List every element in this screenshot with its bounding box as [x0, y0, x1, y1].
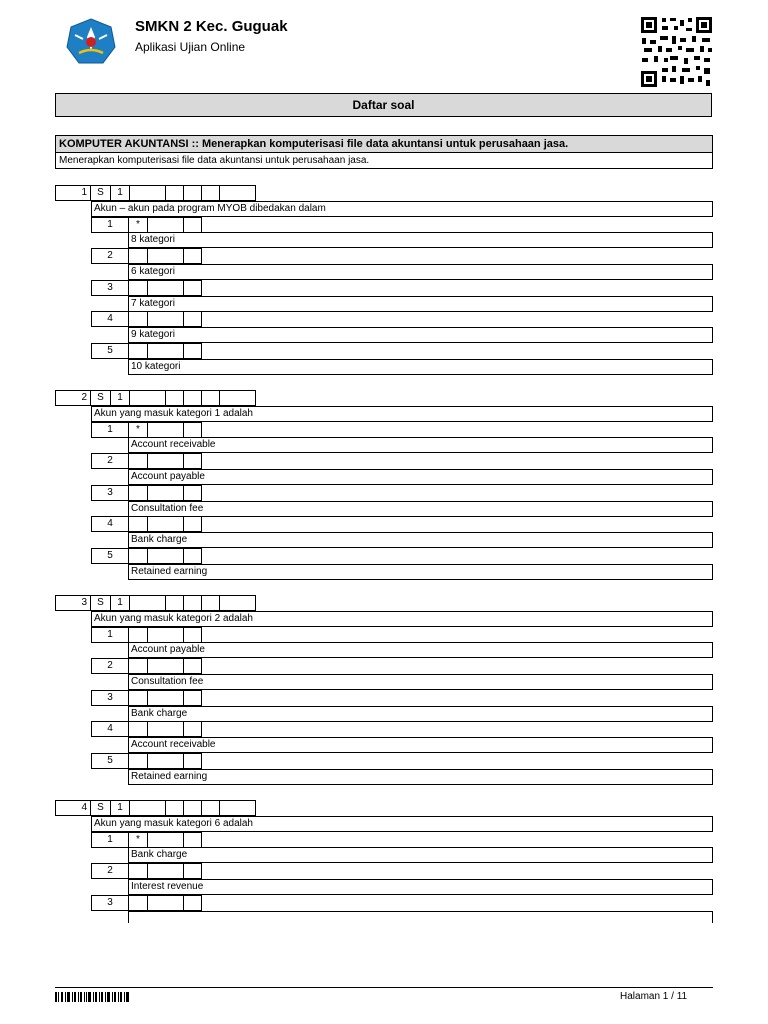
question-empty-cell: [219, 800, 256, 816]
option-empty-cell: [147, 721, 184, 737]
app-name: Aplikasi Ujian Online: [135, 40, 246, 54]
question-empty-cell: [165, 800, 184, 816]
option-empty-cell: [183, 280, 202, 296]
question-score-cell: 1: [110, 595, 130, 611]
option-empty-cell: [147, 627, 184, 643]
option-empty-cell: [183, 548, 202, 564]
subject-heading: KOMPUTER AKUNTANSI :: Menerapkan komputerisasi file data akuntansi untuk perusahaan jasa.: [56, 136, 712, 153]
question-empty-cell: [129, 390, 166, 406]
option-empty-cell: [183, 895, 202, 911]
question-type-cell: S: [90, 595, 111, 611]
question-empty-cell: [201, 390, 220, 406]
option-empty-cell: [183, 627, 202, 643]
question-empty-cell: [219, 595, 256, 611]
option-mark-cell: *: [128, 217, 148, 233]
option-text: 6 kategori: [128, 264, 713, 280]
question-text: Akun yang masuk kategori 2 adalah: [91, 611, 713, 627]
option-number-cell: 4: [91, 311, 129, 327]
question-text: Akun yang masuk kategori 1 adalah: [91, 406, 713, 422]
option-empty-cell: [147, 548, 184, 564]
question-empty-cell: [183, 390, 202, 406]
question-type-cell: S: [90, 800, 111, 816]
option-mark-cell: [128, 516, 148, 532]
question-number-cell: 1: [55, 185, 91, 201]
question-empty-cell: [219, 185, 256, 201]
option-empty-cell: [183, 690, 202, 706]
question-empty-cell: [201, 185, 220, 201]
qr-code-icon: [640, 16, 713, 88]
question-empty-cell: [183, 595, 202, 611]
question-number-cell: 4: [55, 800, 91, 816]
option-text: Bank charge: [128, 847, 713, 863]
page-number: Halaman 1 / 11: [620, 991, 688, 1002]
option-mark-cell: [128, 343, 148, 359]
option-empty-cell: [183, 832, 202, 848]
school-name: SMKN 2 Kec. Guguak: [135, 18, 288, 35]
question-empty-cell: [129, 185, 166, 201]
option-number-cell: 2: [91, 453, 129, 469]
question-text: Akun yang masuk kategori 6 adalah: [91, 816, 713, 832]
subject-description: Menerapkan komputerisasi file data akuntansi untuk perusahaan jasa.: [59, 155, 370, 166]
option-mark-cell: [128, 895, 148, 911]
option-number-cell: 2: [91, 863, 129, 879]
option-empty-cell: [147, 217, 184, 233]
question-score-cell: 1: [110, 390, 130, 406]
question-empty-cell: [165, 390, 184, 406]
option-empty-cell: [183, 658, 202, 674]
option-text: Account receivable: [128, 437, 713, 453]
option-mark-cell: [128, 485, 148, 501]
option-empty-cell: [183, 753, 202, 769]
option-text: Retained earning: [128, 564, 713, 580]
barcode-icon: [55, 992, 130, 1002]
option-number-cell: 1: [91, 422, 129, 438]
option-empty-cell: [183, 217, 202, 233]
question-empty-cell: [201, 800, 220, 816]
option-number-cell: 4: [91, 516, 129, 532]
option-text: Consultation fee: [128, 674, 713, 690]
tut-wuri-handayani-logo: [65, 17, 117, 67]
option-empty-cell: [183, 311, 202, 327]
option-empty-cell: [147, 280, 184, 296]
option-number-cell: 4: [91, 721, 129, 737]
option-mark-cell: [128, 658, 148, 674]
option-mark-cell: [128, 248, 148, 264]
question-number-cell: 2: [55, 390, 91, 406]
option-text: Account receivable: [128, 737, 713, 753]
option-mark-cell: [128, 280, 148, 296]
option-empty-cell: [147, 422, 184, 438]
option-empty-cell: [183, 453, 202, 469]
option-empty-cell: [147, 248, 184, 264]
option-mark-cell: [128, 753, 148, 769]
option-number-cell: 3: [91, 485, 129, 501]
option-empty-cell: [147, 453, 184, 469]
option-text: 9 kategori: [128, 327, 713, 343]
question-empty-cell: [183, 800, 202, 816]
option-number-cell: 1: [91, 217, 129, 233]
option-empty-cell: [147, 311, 184, 327]
option-number-cell: 5: [91, 343, 129, 359]
option-text: Account payable: [128, 469, 713, 485]
question-empty-cell: [129, 595, 166, 611]
option-mark-cell: [128, 548, 148, 564]
option-number-cell: 3: [91, 690, 129, 706]
footer-divider: [55, 987, 713, 988]
option-mark-cell: [128, 627, 148, 643]
option-empty-cell: [147, 485, 184, 501]
option-number-cell: 3: [91, 895, 129, 911]
option-empty-cell: [147, 658, 184, 674]
option-number-cell: 3: [91, 280, 129, 296]
question-empty-cell: [165, 595, 184, 611]
option-number-cell: 5: [91, 753, 129, 769]
option-text: [128, 911, 713, 923]
option-mark-cell: [128, 721, 148, 737]
option-empty-cell: [147, 343, 184, 359]
option-text: Interest revenue: [128, 879, 713, 895]
option-empty-cell: [147, 753, 184, 769]
page-title: Daftar soal: [55, 93, 712, 117]
option-mark-cell: [128, 690, 148, 706]
question-text: Akun – akun pada program MYOB dibedakan dalam: [91, 201, 713, 217]
question-score-cell: 1: [110, 185, 130, 201]
question-empty-cell: [165, 185, 184, 201]
question-type-cell: S: [90, 390, 111, 406]
option-mark-cell: *: [128, 832, 148, 848]
option-number-cell: 1: [91, 832, 129, 848]
option-mark-cell: *: [128, 422, 148, 438]
option-text: 8 kategori: [128, 232, 713, 248]
question-type-cell: S: [90, 185, 111, 201]
option-empty-cell: [183, 422, 202, 438]
option-empty-cell: [183, 721, 202, 737]
option-empty-cell: [147, 690, 184, 706]
option-text: 10 kategori: [128, 359, 713, 375]
option-empty-cell: [147, 863, 184, 879]
option-empty-cell: [183, 343, 202, 359]
question-empty-cell: [183, 185, 202, 201]
option-text: Bank charge: [128, 532, 713, 548]
option-number-cell: 2: [91, 658, 129, 674]
option-mark-cell: [128, 311, 148, 327]
option-empty-cell: [183, 485, 202, 501]
option-text: Retained earning: [128, 769, 713, 785]
option-empty-cell: [183, 863, 202, 879]
option-empty-cell: [183, 248, 202, 264]
question-empty-cell: [201, 595, 220, 611]
question-empty-cell: [129, 800, 166, 816]
option-text: Bank charge: [128, 706, 713, 722]
option-mark-cell: [128, 453, 148, 469]
option-text: 7 kategori: [128, 296, 713, 312]
subject-box: [55, 135, 713, 169]
option-number-cell: 2: [91, 248, 129, 264]
question-score-cell: 1: [110, 800, 130, 816]
option-mark-cell: [128, 863, 148, 879]
option-empty-cell: [147, 832, 184, 848]
question-number-cell: 3: [55, 595, 91, 611]
option-number-cell: 5: [91, 548, 129, 564]
option-empty-cell: [147, 516, 184, 532]
option-text: Account payable: [128, 642, 713, 658]
option-empty-cell: [147, 895, 184, 911]
option-empty-cell: [183, 516, 202, 532]
question-empty-cell: [219, 390, 256, 406]
option-text: Consultation fee: [128, 501, 713, 517]
option-number-cell: 1: [91, 627, 129, 643]
